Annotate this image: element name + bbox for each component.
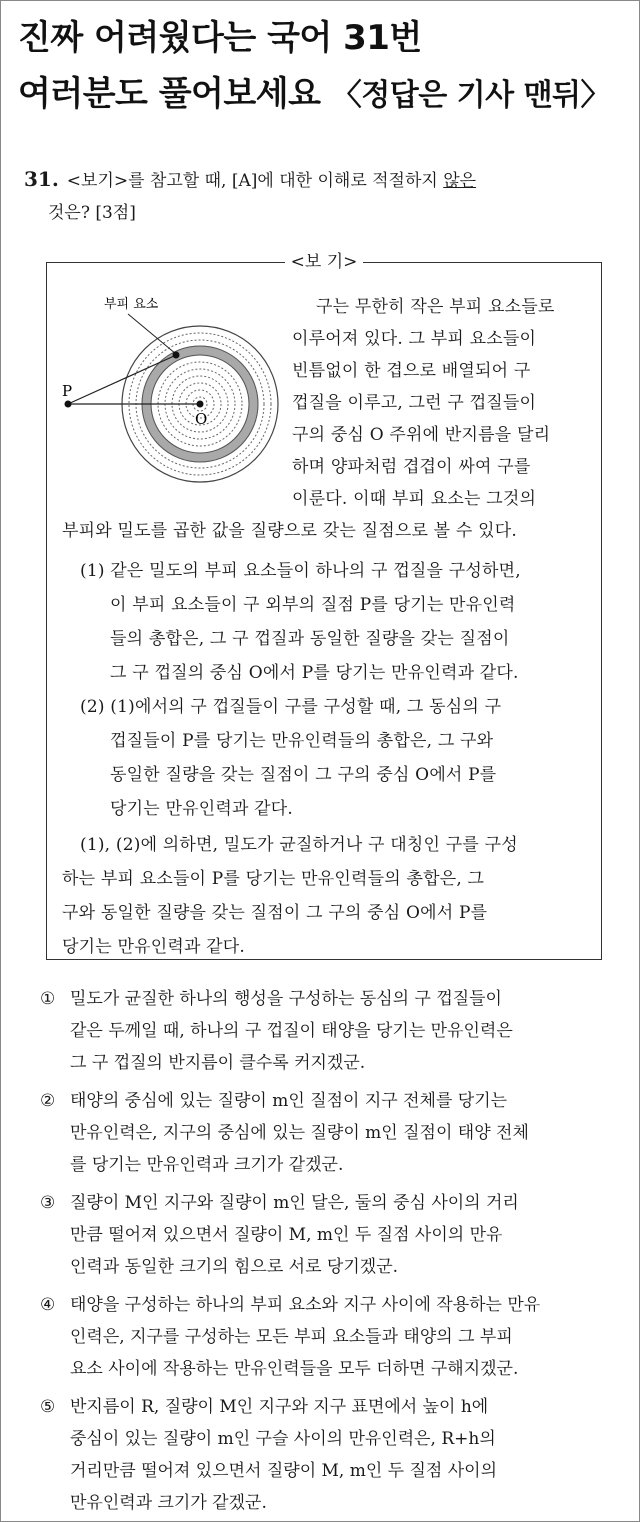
question-number: 31. bbox=[24, 167, 59, 191]
item-2-line: 당기는 만유인력과 같다. bbox=[110, 799, 294, 819]
volume-element-label: 부피 요소 bbox=[104, 297, 159, 312]
item-2-line: 동일한 질량을 갖는 질점이 그 구의 중심 O에서 P를 bbox=[110, 765, 497, 785]
item-2-line: 껍질들이 P를 당기는 만유인력들의 총합은, 그 구와 bbox=[110, 731, 494, 751]
element-leader-line bbox=[128, 314, 176, 354]
choice-4-mark[interactable]: ④ bbox=[40, 1295, 56, 1315]
point-p-label: P bbox=[62, 382, 73, 400]
choice-5-line: 거리만큼 떨어져 있으면서 질량이 M, m인 두 질점 사이의 bbox=[70, 1461, 498, 1481]
article-title bbox=[18, 10, 628, 124]
question-text: <보기>를 참고할 때, [A]에 대한 이해로 적절하지 bbox=[66, 171, 444, 191]
volume-element-dot bbox=[173, 352, 180, 359]
intro-line: 부피와 밀도를 곱한 값을 질량으로 갖는 질점으로 볼 수 있다. bbox=[62, 521, 517, 541]
item-1-line: (1) 같은 밀도의 부피 요소들이 하나의 구 껍질을 구성하면, bbox=[80, 561, 521, 581]
intro-line: 껍질을 이루고, 그런 구 껍질들이 bbox=[292, 393, 537, 413]
choice-1-line: 그 구 껍질의 반지름이 클수록 커지겠군. bbox=[70, 1053, 366, 1073]
question-stem-line-2: 것은? [3점] bbox=[48, 203, 136, 223]
title-line-2 bbox=[18, 66, 628, 124]
intro-line: 구는 무한히 작은 부피 요소들로 bbox=[316, 297, 555, 317]
choice-2-line: 만유인력은, 지구의 중심에 있는 질량이 m인 질점이 태양 전체 bbox=[70, 1123, 529, 1143]
item-2-line: (2) (1)에서의 구 껍질들이 구를 구성할 때, 그 동심의 구 bbox=[80, 697, 502, 717]
choice-2-line: 태양의 중심에 있는 질량이 m인 질점이 지구 전체를 당기는 bbox=[70, 1091, 508, 1111]
choice-1-mark[interactable]: ① bbox=[40, 989, 56, 1009]
choice-4-line: 요소 사이에 작용하는 만유인력들을 모두 더하면 구해지겠군. bbox=[70, 1359, 519, 1379]
choice-3-line: 질량이 M인 지구와 질량이 m인 달은, 둘의 중심 사이의 거리 bbox=[70, 1193, 519, 1213]
choice-3-line: 인력과 동일한 크기의 힘으로 서로 당기겠군. bbox=[70, 1257, 399, 1277]
item-1-line: 그 구 껍질의 중심 O에서 P를 당기는 만유인력과 같다. bbox=[110, 663, 519, 683]
title-line-2-main: 여러분도 풀어보세요 bbox=[18, 74, 321, 114]
sphere-shell-diagram bbox=[60, 288, 286, 514]
intro-line: 빈틈없이 한 겹으로 배열되어 구 bbox=[292, 361, 531, 381]
title-line-1: 진짜 어려웠다는 국어 31번 bbox=[18, 18, 422, 58]
choice-1-line: 같은 두께일 때, 하나의 구 껍질이 태양을 당기는 만유인력은 bbox=[70, 1021, 513, 1041]
intro-line: 이루어져 있다. 그 부피 요소들이 bbox=[292, 329, 537, 349]
choice-5-line: 만유인력과 크기가 같겠군. bbox=[70, 1493, 267, 1513]
conclusion-line: 하는 부피 요소들이 P를 당기는 만유인력들의 총합은, 그 bbox=[62, 869, 485, 889]
question-stem-line-1 bbox=[24, 164, 476, 196]
conclusion-line: 당기는 만유인력과 같다. bbox=[62, 937, 246, 957]
choice-5-line: 중심이 있는 질량이 m인 구슬 사이의 만유인력은, R+h의 bbox=[70, 1429, 496, 1449]
conclusion-line: (1), (2)에 의하면, 밀도가 균질하거나 구 대칭인 구를 구성 bbox=[80, 835, 518, 855]
item-1-line: 이 부피 요소들이 구 외부의 질점 P를 당기는 만유인력 bbox=[110, 595, 516, 615]
center-o-dot bbox=[197, 401, 204, 408]
choice-5-line: 반지름이 R, 질량이 M인 지구와 지구 표면에서 높이 h에 bbox=[70, 1397, 489, 1417]
choice-2-mark[interactable]: ② bbox=[40, 1091, 56, 1111]
choice-4-line: 인력은, 지구를 구성하는 모든 부피 요소들과 태양의 그 부피 bbox=[70, 1327, 513, 1347]
item-1-line: 들의 총합은, 그 구 껍질과 동일한 질량을 갖는 질점이 bbox=[110, 629, 510, 649]
choice-2-line: 를 당기는 만유인력과 크기가 같겠군. bbox=[70, 1155, 344, 1175]
choice-5-mark[interactable]: ⑤ bbox=[40, 1397, 56, 1417]
intro-line: 구의 중심 O 주위에 반지름을 달리 bbox=[292, 425, 551, 445]
intro-line: 하며 양파처럼 겹겹이 싸여 구를 bbox=[292, 457, 531, 477]
line-p-to-element bbox=[68, 356, 174, 404]
reference-box-title: <보 기> bbox=[47, 250, 601, 274]
conclusion-line: 구와 동일한 질량을 갖는 질점이 그 구의 중심 O에서 P를 bbox=[62, 903, 488, 923]
center-o-label: O bbox=[195, 410, 208, 428]
choice-4-line: 태양을 구성하는 하나의 부피 요소와 지구 사이에 작용하는 만유 bbox=[70, 1295, 541, 1315]
choice-3-mark[interactable]: ③ bbox=[40, 1193, 56, 1213]
choice-3-line: 만큼 떨어져 있으면서 질량이 M, m인 두 질점 사이의 만유 bbox=[70, 1225, 503, 1245]
point-p-dot bbox=[65, 401, 72, 408]
title-answer-note: 〈정답은 기사 맨뒤〉 bbox=[331, 78, 611, 113]
intro-line: 이룬다. 이때 부피 요소는 그것의 bbox=[292, 489, 537, 509]
question-underlined-word: 않은 bbox=[443, 171, 477, 191]
choice-1-line: 밀도가 균질한 하나의 행성을 구성하는 동심의 구 껍질들이 bbox=[70, 989, 502, 1009]
